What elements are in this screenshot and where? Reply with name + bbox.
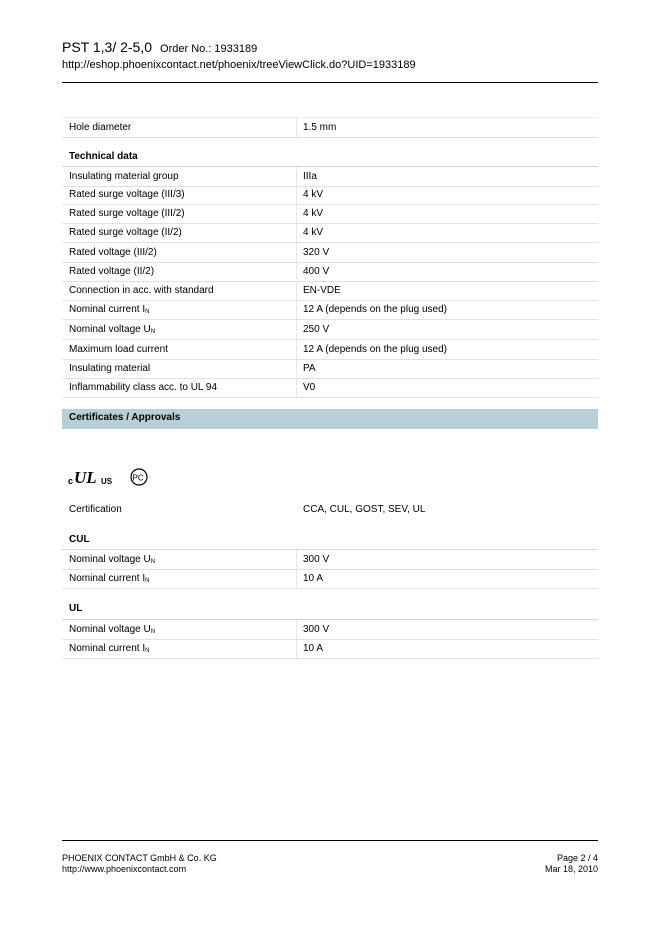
column-separator bbox=[296, 569, 297, 588]
label-subscript: N bbox=[145, 309, 150, 315]
row-label: Insulating material bbox=[69, 363, 151, 374]
certificates-band bbox=[62, 409, 598, 429]
ul-listed-icon bbox=[66, 462, 162, 492]
header-rule bbox=[62, 82, 598, 83]
row-value: EN-VDE bbox=[303, 285, 341, 296]
certificates-heading: Certificates / Approvals bbox=[69, 412, 181, 423]
row-value: 1.5 mm bbox=[303, 122, 337, 133]
footer-website[interactable]: http://www.phoenixcontact.com bbox=[62, 864, 187, 874]
label-subscript: N bbox=[145, 648, 150, 654]
footer-company: PHOENIX CONTACT GmbH & Co. KG bbox=[62, 853, 217, 863]
row-label bbox=[69, 324, 155, 335]
row-value: 4 kV bbox=[303, 208, 324, 219]
row-label: Rated surge voltage (II/2) bbox=[69, 227, 182, 238]
page-header bbox=[62, 39, 598, 72]
table-row bbox=[62, 359, 598, 379]
table-row bbox=[62, 243, 598, 263]
row-value: 10 A bbox=[303, 573, 324, 584]
table-row bbox=[62, 549, 598, 570]
table-row bbox=[62, 320, 598, 340]
table-row bbox=[62, 300, 598, 320]
column-separator bbox=[296, 281, 297, 300]
row-value: 4 kV bbox=[303, 189, 324, 200]
label-subscript: N bbox=[150, 559, 156, 565]
row-label: Maximum load current bbox=[69, 344, 168, 355]
label-text: Nominal voltage U bbox=[69, 554, 151, 565]
label-text: Nominal voltage U bbox=[69, 624, 151, 635]
column-separator bbox=[296, 204, 297, 223]
table-row bbox=[62, 340, 598, 360]
row-label bbox=[69, 554, 155, 565]
ul-c-letter: c bbox=[68, 476, 74, 486]
column-separator bbox=[296, 340, 297, 359]
row-value: IIIa bbox=[303, 171, 317, 182]
row-label: Hole diameter bbox=[69, 122, 132, 133]
label-subscript: N bbox=[150, 629, 156, 635]
page-number: Page 2 / 4 bbox=[556, 853, 598, 863]
row-value: 4 kV bbox=[303, 227, 324, 238]
row-value: 12 A (depends on the plug used) bbox=[303, 304, 448, 315]
row-label: Certification bbox=[69, 504, 122, 515]
row-label bbox=[69, 573, 149, 584]
footer-date: Mar 18, 2010 bbox=[544, 864, 598, 874]
table-row bbox=[62, 378, 598, 398]
row-certification bbox=[62, 500, 598, 519]
column-separator bbox=[296, 378, 297, 397]
column-separator bbox=[296, 620, 297, 639]
cul-heading: CUL bbox=[69, 534, 90, 545]
row-label bbox=[69, 643, 149, 654]
label-text: Nominal voltage U bbox=[69, 324, 151, 335]
column-separator bbox=[296, 262, 297, 281]
footer-right bbox=[545, 853, 598, 875]
row-value: 400 V bbox=[303, 266, 330, 277]
row-label: Rated voltage (II/2) bbox=[69, 266, 155, 277]
table-row bbox=[62, 569, 598, 589]
title-line bbox=[62, 39, 598, 57]
row-hole-diameter bbox=[62, 117, 598, 138]
table-row bbox=[62, 185, 598, 205]
row-value: 10 A bbox=[303, 643, 324, 654]
column-separator bbox=[296, 639, 297, 658]
technical-data-heading: Technical data bbox=[69, 151, 138, 162]
row-value: 300 V bbox=[303, 554, 330, 565]
row-value: PA bbox=[303, 363, 316, 374]
row-value: 320 V bbox=[303, 247, 330, 258]
row-label: Inflammability class acc. to UL 94 bbox=[69, 382, 218, 393]
label-text: Nominal current I bbox=[69, 304, 146, 315]
row-value: CCA, CUL, GOST, SEV, UL bbox=[303, 504, 426, 515]
row-value: 12 A (depends on the plug used) bbox=[303, 344, 448, 355]
order-number: Order No.: 1933189 bbox=[160, 43, 258, 55]
column-separator bbox=[296, 185, 297, 204]
column-separator bbox=[296, 300, 297, 319]
row-label: Rated surge voltage (III/3) bbox=[69, 189, 185, 200]
row-label: Rated surge voltage (III/2) bbox=[69, 208, 185, 219]
row-value: 300 V bbox=[303, 624, 330, 635]
table-row bbox=[62, 204, 598, 224]
certification-logos bbox=[66, 462, 162, 492]
row-label bbox=[69, 304, 149, 315]
svg-text:PC: PC bbox=[132, 473, 144, 483]
row-value: 250 V bbox=[303, 324, 330, 335]
column-separator bbox=[296, 167, 297, 186]
ul-letters: UL bbox=[74, 468, 97, 487]
product-url[interactable]: http://eshop.phoenixcontact.net/phoenix/treeViewClick.do?UID=1933189 bbox=[62, 59, 416, 71]
column-separator bbox=[296, 359, 297, 378]
label-text: Nominal current I bbox=[69, 573, 146, 584]
table-row bbox=[62, 223, 598, 243]
label-text: Nominal current I bbox=[69, 643, 146, 654]
table-row bbox=[62, 619, 598, 640]
footer-rule bbox=[62, 840, 598, 841]
table-row bbox=[62, 262, 598, 282]
label-subscript: N bbox=[150, 329, 156, 335]
row-label: Rated voltage (III/2) bbox=[69, 247, 157, 258]
label-subscript: N bbox=[145, 578, 150, 584]
table-row bbox=[62, 639, 598, 659]
row-label: Insulating material group bbox=[69, 171, 179, 182]
page-footer bbox=[62, 853, 598, 875]
row-label bbox=[69, 624, 155, 635]
product-name: PST 1,3/ 2-5,0 bbox=[62, 39, 153, 55]
table-row bbox=[62, 166, 598, 187]
column-separator bbox=[296, 550, 297, 569]
row-value: V0 bbox=[303, 382, 316, 393]
ul-us-letters: US bbox=[101, 477, 113, 486]
column-separator bbox=[296, 320, 297, 339]
column-separator bbox=[296, 243, 297, 262]
column-separator bbox=[296, 223, 297, 242]
gost-icon bbox=[131, 469, 147, 485]
ul-heading: UL bbox=[69, 603, 83, 614]
table-row bbox=[62, 281, 598, 301]
column-separator bbox=[296, 118, 297, 137]
row-label: Connection in acc. with standard bbox=[69, 285, 214, 296]
